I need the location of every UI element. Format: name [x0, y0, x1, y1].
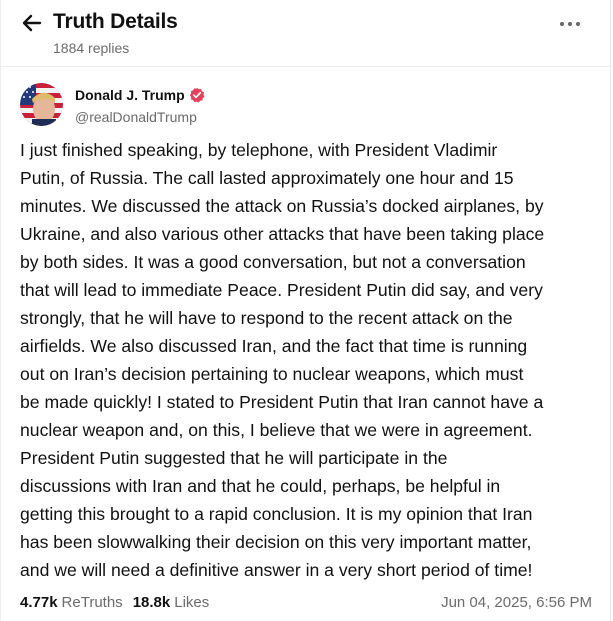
- avatar[interactable]: [20, 83, 63, 126]
- post-text-line: discussions with Iran and that he could, perhaps, be helpful in: [20, 476, 501, 496]
- post-text-line: I just finished speaking, by telephone, with President Vladimir: [20, 140, 498, 160]
- post-timestamp: Jun 04, 2025, 6:56 PM: [441, 594, 592, 611]
- post-text-line: and we will need a definitive answer in a very short period of time!: [20, 560, 533, 580]
- post-text-line: airfields. We also discussed Iran, and the fact that time is running: [20, 336, 528, 356]
- header-divider: [1, 66, 612, 67]
- avatar-image: [20, 83, 63, 126]
- post-text-line: by both sides. It was a good conversation, but not a conversation: [20, 252, 526, 272]
- retruths-label[interactable]: ReTruths: [61, 594, 123, 611]
- post-stats: [20, 594, 209, 611]
- replies-count[interactable]: 1884 replies: [53, 40, 130, 56]
- post-text-line: out on Iran’s decision pertaining to nuclear weapons, which must: [20, 364, 524, 384]
- likes-label[interactable]: Likes: [174, 594, 210, 611]
- more-horizontal-icon: [559, 21, 581, 27]
- page-header: [1, 0, 612, 66]
- post-text-line: nuclear weapon and, on this, I believe that we were in agreement.: [20, 420, 533, 440]
- retruths-count[interactable]: 4.77k: [20, 594, 58, 611]
- post-text-line: minutes. We discussed the attack on Russia’s docked airplanes, by: [20, 196, 544, 216]
- post-text-line: that will lead to immediate Peace. President Putin did say, and very: [20, 280, 543, 300]
- verified-badge-icon: [189, 87, 205, 103]
- author-name[interactable]: Donald J. Trump: [75, 87, 185, 103]
- likes-count[interactable]: 18.8k: [132, 594, 171, 611]
- author-handle[interactable]: @realDonaldTrump: [75, 109, 197, 125]
- post-text-line: Putin, of Russia. The call lasted approximately one hour and 15: [20, 168, 514, 188]
- arrow-left-icon: [22, 14, 42, 32]
- post-text-line: Ukraine, and also various other attacks that have been taking place: [20, 224, 545, 244]
- post-text: [20, 136, 600, 584]
- page-title: Truth Details: [53, 10, 178, 33]
- post-text-line: be made quickly! I stated to President Putin that Iran cannot have a: [20, 392, 544, 412]
- back-button[interactable]: [19, 10, 45, 36]
- more-options-button[interactable]: [557, 14, 583, 34]
- post-text-line: strongly, that he will have to respond to the recent attack on the: [20, 308, 513, 328]
- post-text-line: President Putin suggested that he will participate in the: [20, 448, 448, 468]
- post-text-line: getting this brought to a rapid conclusion. It is my opinion that Iran: [20, 504, 533, 524]
- post-text-line: has been slowwalking their decision on this very important matter,: [20, 532, 532, 552]
